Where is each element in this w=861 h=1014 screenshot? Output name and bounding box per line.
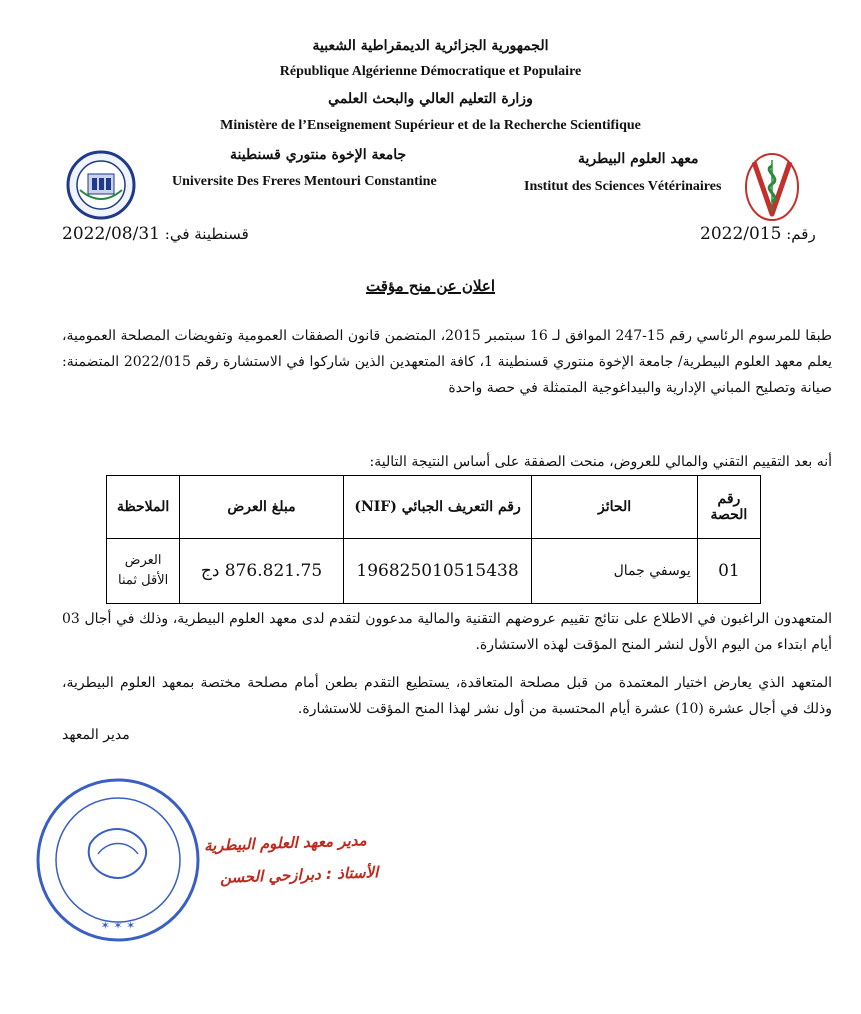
cell-remark: العرض الأقل ثمنا	[107, 539, 180, 604]
signature-line-1: مدير معهد العلوم البيطرية	[203, 831, 367, 855]
university-logo-icon	[66, 150, 136, 220]
table-header-row	[107, 476, 761, 539]
republic-ar: الجمهورية الجزائرية الديمقراطية الشعبية	[312, 38, 549, 54]
director-signoff: مدير المعهد	[62, 727, 130, 743]
results-table	[106, 475, 761, 604]
col-nif: رقم التعريف الجبائي (NIF)	[343, 476, 532, 539]
issue-date-label: قسنطينة في:	[164, 225, 249, 243]
issue-date-value: 2022/08/31	[62, 224, 160, 244]
announcement-title: اعلان عن منح مؤقت	[365, 277, 496, 295]
cell-lot-number: 01	[697, 539, 760, 604]
col-awardee: الحائز	[532, 476, 698, 539]
cell-nif: 196825010515438	[343, 539, 532, 604]
ministry-ar: وزارة التعليم العالي والبحث العلمي	[328, 91, 533, 107]
vs-institute-logo-icon	[744, 152, 800, 222]
intro-paragraph: طبقا للمرسوم الرئاسي رقم 15-247 الموافق لـ 16 سبتمبر 2015، المتضمن قانون الصفقات العمومية وتفويضات المصلحة العمومية، يعلم معهد العلوم البيطرية/ جامعة الإخوة منتوري قسنطينة 1، كافة المتعهدين الذين شاركوا في الاستشارة رقم 2022/015 المتضمنة: صيانة وتصليح المباني الإدارية والبيداغوجية المتمثلة في حصة واحدة	[62, 328, 833, 396]
reference-number	[700, 224, 816, 244]
university-fr: Universite Des Freres Mentouri Constantine	[172, 174, 437, 189]
col-offer-amount: مبلغ العرض	[180, 476, 344, 539]
appeal-paragraph: المتعهد الذي يعارض اختيار المعتمدة من قبل مصلحة المتعاقدة، يستطيع التقدم بطعن أمام مصلحة مختصة بمعهد العلوم البيطرية، وذلك في أجال عشرة (10) عشرة أيام المحتسبة من أول نشر لهذا المنح المؤقت للاستشارة.	[62, 675, 832, 717]
issue-date	[62, 224, 249, 244]
col-remark: الملاحظة	[107, 476, 180, 539]
reference-number-value: 2022/015	[700, 224, 782, 244]
official-stamp	[32, 774, 204, 946]
institute-ar: معهد العلوم البيطرية	[578, 151, 699, 167]
col-lot-number: رقم الحصة	[697, 476, 760, 539]
cell-offer-amount: 876.821.75 دج	[180, 539, 344, 604]
ministry-fr: Ministère de l’Enseignement Supérieur et de la Recherche Scientifique	[220, 118, 641, 133]
table-row	[107, 539, 761, 604]
consult-paragraph: المتعهدون الراغبون في الاطلاع على نتائج تقييم عروضهم التقنية والمالية مدعوون لتقدم لدى معهد العلوم البيطرية، وذلك في أجال 03 أيام ابتداء من اليوم الأول لنشر المنح المؤقت لهذه الاستشارة.	[62, 611, 832, 653]
announcement-title-wrap	[0, 276, 861, 295]
reference-number-label: رقم:	[786, 225, 816, 243]
institute-fr: Institut des Sciences Vétérinaires	[524, 179, 722, 194]
evaluation-line: أنه بعد التقييم التقني والمالي للعروض، منحت الصفقة على أساس النتيجة التالية:	[369, 454, 832, 470]
signature-line-2: الأستاذ : دبرازحي الحسن	[219, 863, 379, 887]
republic-fr: République Algérienne Démocratique et Populaire	[279, 64, 582, 79]
cell-awardee: يوسفي جمال	[532, 539, 698, 604]
university-ar: جامعة الإخوة منتوري قسنطينة	[230, 147, 407, 163]
svg-text:✶ ✶ ✶: ✶ ✶ ✶	[100, 919, 136, 932]
